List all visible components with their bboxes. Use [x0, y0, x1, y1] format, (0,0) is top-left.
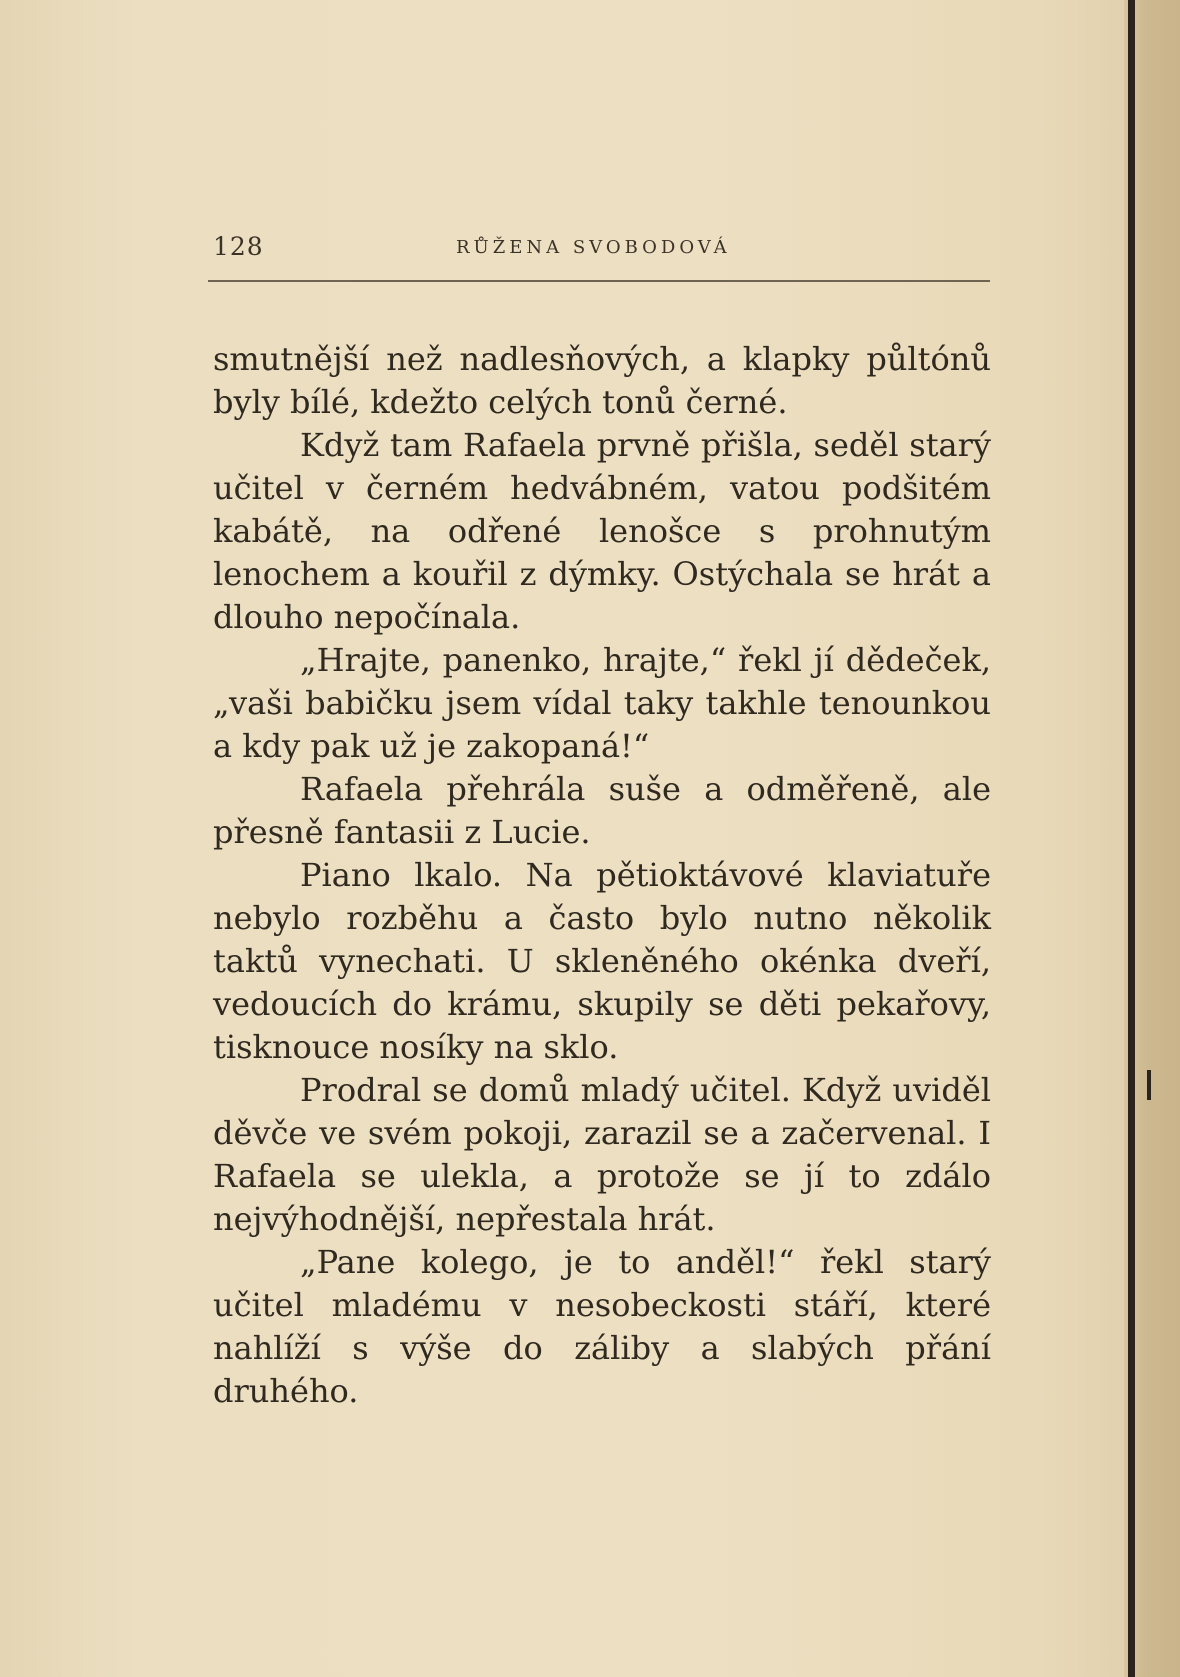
- paragraph: Když tam Rafaela prvně přišla, seděl starý učitel v černém hedvábném, vatou podšitém kabátě, na odřené lenošce s prohnutým lenochem a kouřil z dýmky. Ostýchala se hrát a dlouho nepočínala.: [213, 426, 991, 636]
- paragraph: „Hrajte, panenko, hrajte,“ řekl jí dědeček, „vaši babičku jsem vídal taky takhle tenounkou a kdy pak už je zakopaná!“: [213, 641, 991, 765]
- body-text: [213, 338, 991, 1413]
- running-title: RŮŽENA SVOBODOVÁ: [456, 237, 731, 258]
- paragraph: smutnější než nadlesňových, a klapky půltónů byly bílé, kdežto celých tonů černé.: [213, 340, 991, 421]
- paragraph: Rafaela přehrála suše a odměřeně, ale přesně fantasii z Lucie.: [213, 770, 991, 851]
- page-number: 128: [213, 232, 264, 261]
- header-rule: [208, 280, 990, 282]
- paragraph: „Pane kolego, je to anděl!“ řekl starý učitel mladému v nesobeckosti stáří, které nahlíží s výše do záliby a slabých přání druhého.: [213, 1243, 991, 1410]
- page-header: [213, 232, 993, 266]
- paragraph: Prodral se domů mladý učitel. Když uviděl děvče ve svém pokoji, zarazil se a začervenal. I Rafaela se ulekla, a protože se jí to zdálo nejvýhodnější, nepřestala hrát.: [213, 1071, 991, 1238]
- binding-notch: [1147, 1070, 1151, 1100]
- paragraph: Piano lkalo. Na pětioktávové klaviatuře nebylo rozběhu a často bylo nutno několik taktů vynechati. U skleněného okénka dveří, vedoucích do krámu, skupily se děti pekařovy, tisknouce nosíky na sklo.: [213, 856, 991, 1066]
- binding-line: [1128, 0, 1135, 1677]
